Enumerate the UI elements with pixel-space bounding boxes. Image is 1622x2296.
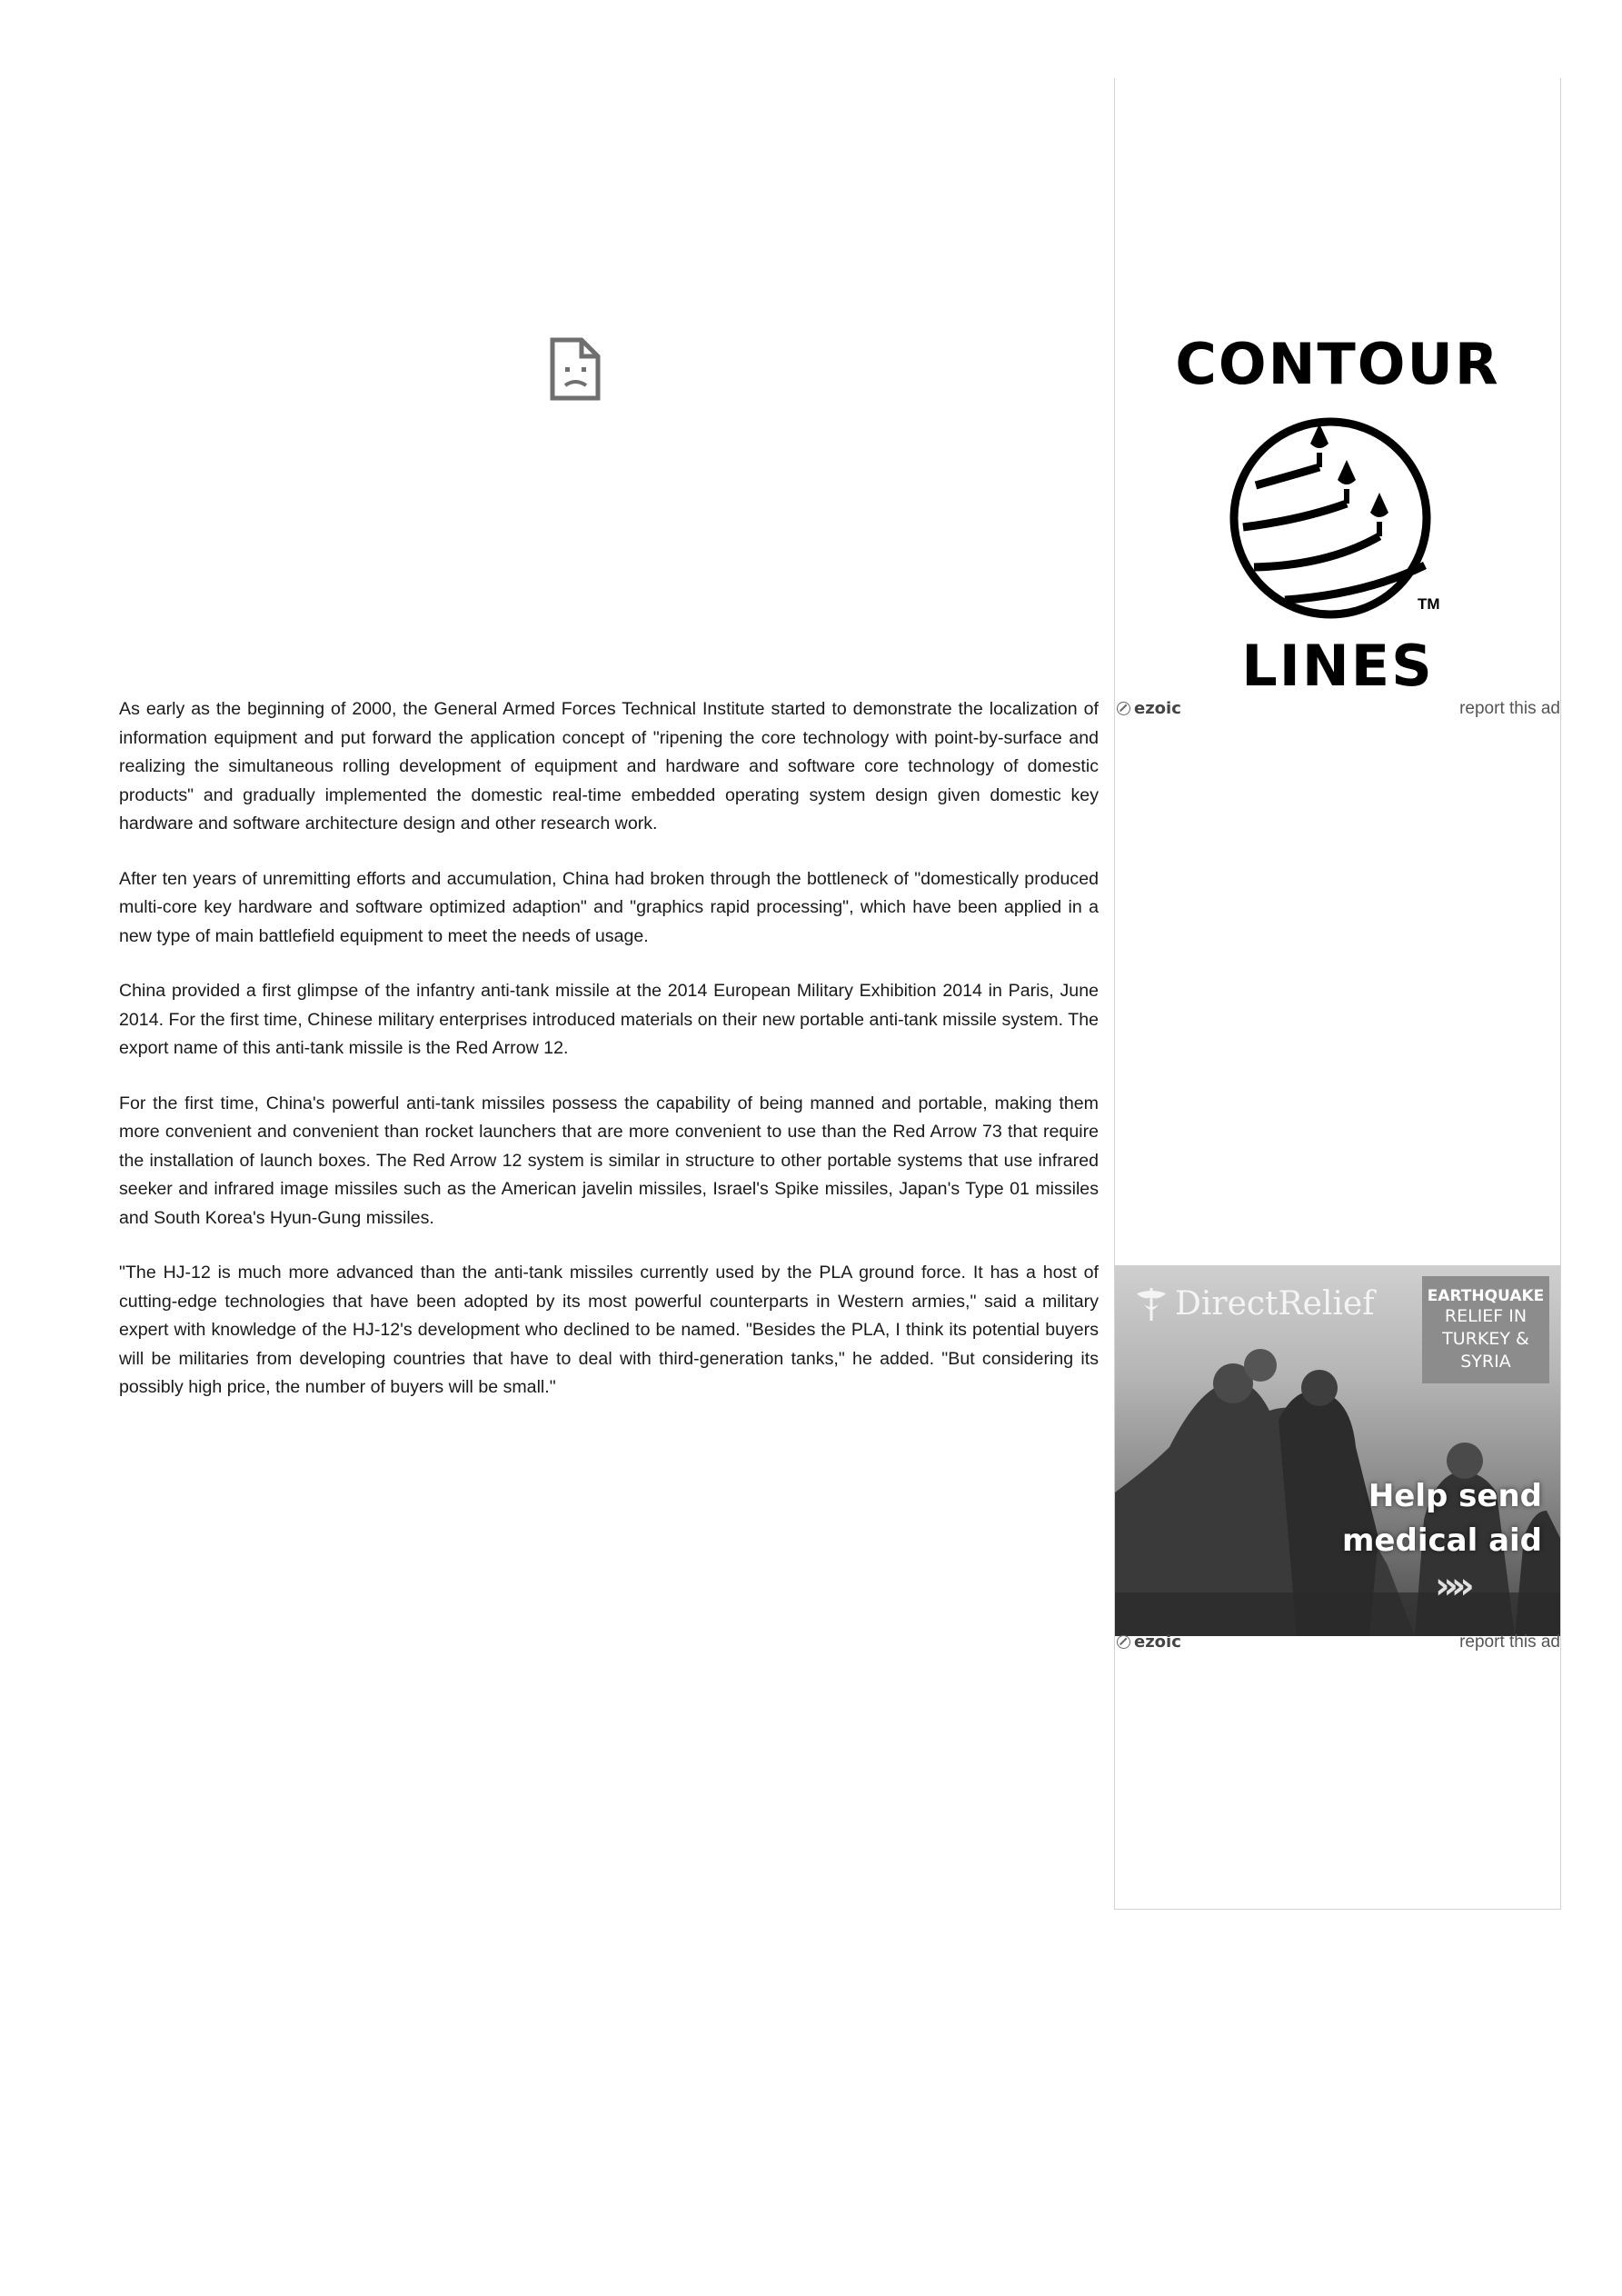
ezoic-label[interactable] [1117, 699, 1181, 718]
badge-title: EARTHQUAKE [1427, 1287, 1545, 1305]
ad-brand-bottom: LINES [1241, 633, 1434, 699]
contour-lines-logo-icon [1219, 413, 1456, 631]
article-paragraph: "The HJ-12 is much more advanced than the anti-tank missiles currently used by the PLA ground force. It has a host of cutting-edge technologies that have been adopted by its most powerful counterparts in Western armies," said a military expert with knowledge of the HJ-12's development who declined to be named. "Besides the PLA, I think its potential buyers will be militaries from developing countries that have to deal with third-generation tanks," he added. "But considering its possibly high price, the number of buyers will be small." [119, 1263, 1099, 1397]
direct-relief-logo [1135, 1285, 1375, 1323]
badge-line: TURKEY & [1442, 1329, 1529, 1349]
ezoic-text: ezoic [1134, 699, 1181, 718]
cta-line: Help send [1368, 1478, 1542, 1514]
ezoic-icon [1117, 702, 1130, 715]
trademark-label: TM [1418, 595, 1440, 613]
ad-meta-bar [1117, 699, 1560, 721]
direct-relief-ad[interactable] [1115, 1265, 1560, 1636]
article-paragraph: As early as the beginning of 2000, the General Armed Forces Technical Institute started to demonstrate the localization of information equipment and put forward the application concept of "ripening the core technology with point-by-surface and realizing the simultaneous rolling development of equipment and hardware and software core technology of domestic products" and gradually implemented the domestic real-time embedded operating system design given domestic key hardware and software architecture design and other research work. [119, 699, 1099, 834]
broken-document-icon [545, 336, 605, 402]
cta-text [1342, 1474, 1542, 1563]
report-ad-link[interactable]: report this ad [1459, 699, 1560, 718]
article-paragraph: China provided a first glimpse of the infantry anti-tank missile at the 2014 European Military Exhibition 2014 in Paris, June 2014. For the first time, Chinese military enterprises introduced materials on their new portable anti-tank missile system. The export name of this anti-tank missile is the Red Arrow 12. [119, 981, 1099, 1058]
contour-lines-ad[interactable] [1115, 324, 1560, 699]
article-paragraph: After ten years of unremitting efforts and accumulation, China had broken through the bottleneck of "domestically produced multi-core key hardware and software optimized adaption" and "graphics rapid processing", which have been applied in a new type of main battlefield equipment to meet the needs of usage. [119, 868, 1099, 946]
broken-embed-frame [118, 78, 1100, 696]
ezoic-icon [1117, 1635, 1130, 1649]
logo-text: DirectRelief [1175, 1285, 1375, 1323]
ad-brand-top: CONTOUR [1175, 331, 1500, 397]
caduceus-icon [1135, 1286, 1168, 1323]
forward-arrows-icon: »» [1435, 1565, 1468, 1607]
article-body [119, 695, 1099, 1429]
ezoic-text: ezoic [1134, 1632, 1181, 1652]
badge-line: RELIEF IN [1444, 1306, 1527, 1326]
badge-line: SYRIA [1460, 1352, 1511, 1372]
report-ad-link[interactable]: report this ad [1459, 1632, 1560, 1652]
earthquake-badge [1422, 1276, 1549, 1383]
article-paragraph: For the first time, China's powerful anti-tank missiles possess the capability of being manned and portable, making them more convenient and convenient than rocket launchers that are more convenient to use than the Red Arrow 73 that require the installation of launch boxes. The Red Arrow 12 system is similar in structure to other portable systems that use infrared seeker and infrared image missiles such as the American javelin missiles, Israel's Spike missiles, Japan's Type 01 missiles and South Korea's Hyun-Gung missiles. [119, 1093, 1099, 1228]
ad-meta-bar [1117, 1632, 1560, 1654]
cta-line: medical aid [1342, 1522, 1543, 1559]
ezoic-label[interactable] [1117, 1632, 1181, 1652]
